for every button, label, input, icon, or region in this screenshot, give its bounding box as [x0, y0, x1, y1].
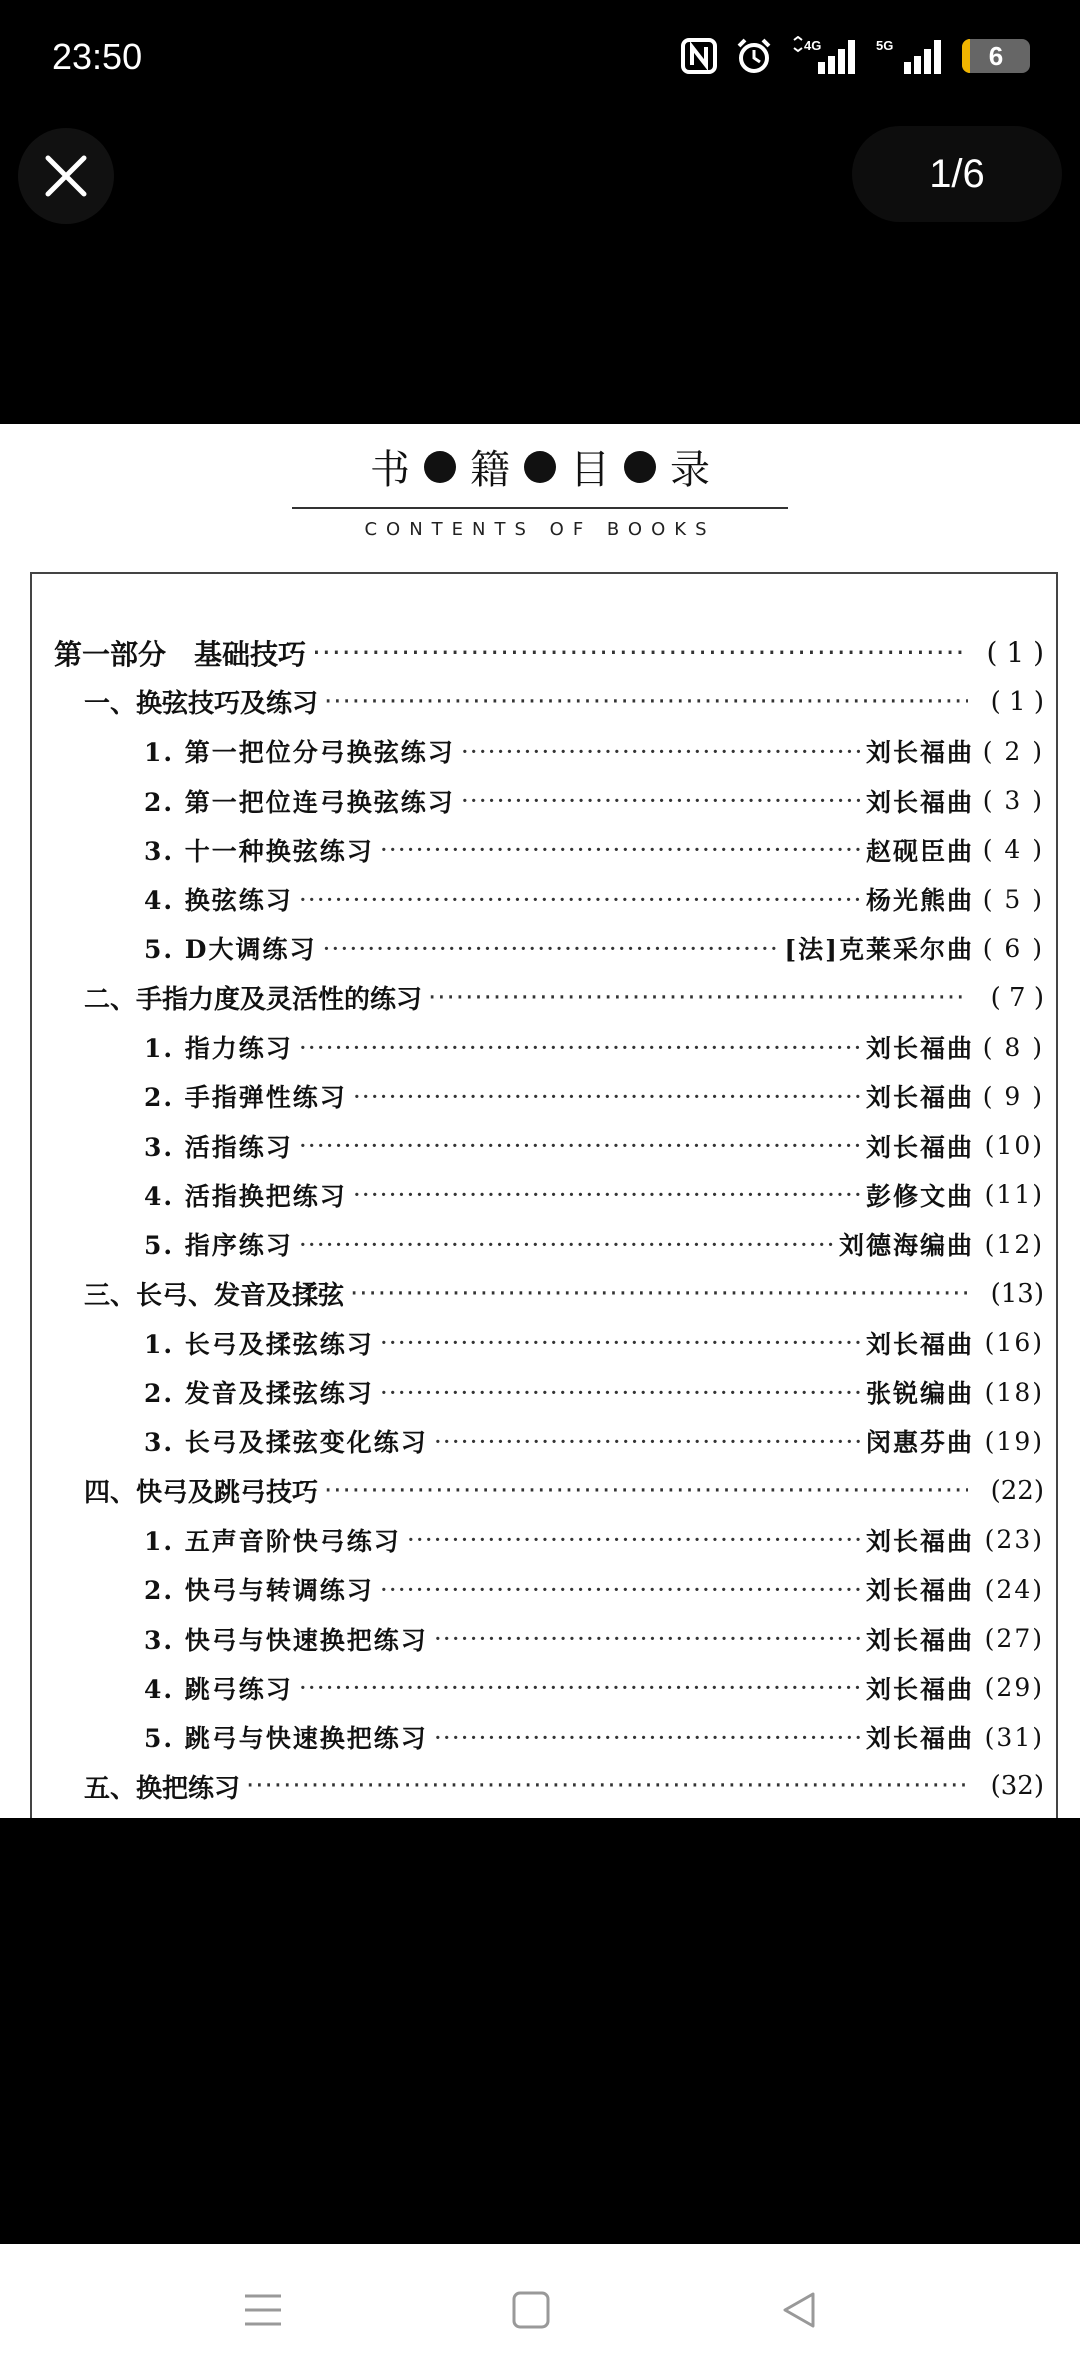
status-icons	[680, 36, 1030, 76]
close-button[interactable]	[18, 128, 114, 224]
toc-title: 二、手指力度及灵活性的练习	[84, 985, 423, 1016]
toc-entry	[54, 1220, 1044, 1269]
signal-5g-icon	[876, 36, 946, 76]
dot-leader	[434, 1723, 860, 1752]
toc-page: (16)	[984, 1328, 1044, 1358]
toc-entry	[54, 1762, 1044, 1811]
toc-author: 刘长福曲	[865, 1083, 974, 1113]
dot-leader	[299, 1673, 860, 1702]
toc-entry	[54, 973, 1044, 1022]
battery-icon	[962, 39, 1030, 73]
toc-author: 刘长福曲	[865, 1674, 974, 1704]
toc-entry	[54, 776, 1044, 825]
menu-icon	[241, 2290, 285, 2330]
toc-page: (13)	[990, 1278, 1044, 1309]
toc-page: (29)	[984, 1673, 1044, 1703]
toc-entry	[54, 1121, 1044, 1170]
toc-page: (31)	[984, 1722, 1044, 1752]
toc-author: 刘长福曲	[865, 1625, 974, 1655]
toc-author: 刘长福曲	[865, 1132, 974, 1162]
dot-leader	[324, 687, 968, 717]
note-dot-icon	[524, 451, 556, 483]
toc-title: 5. 指序练习	[144, 1231, 293, 1261]
dot-leader	[299, 1230, 833, 1259]
toc-title: 四、快弓及跳弓技巧	[84, 1478, 319, 1509]
dot-leader	[322, 934, 778, 963]
toc-author: 张锐编曲	[865, 1379, 974, 1409]
toc-page: (23)	[984, 1525, 1044, 1555]
menu-button[interactable]	[188, 2244, 338, 2376]
dot-leader	[350, 1279, 968, 1309]
toc-title: 2. 手指弹性练习	[144, 1083, 347, 1113]
close-icon	[44, 154, 88, 198]
toc-title: 3. 活指练习	[144, 1132, 293, 1162]
toc-entry	[54, 1713, 1044, 1762]
toc-entry	[54, 677, 1044, 726]
toc-title: 3. 长弓及揉弦变化练习	[144, 1428, 428, 1458]
toc-page: ( 9 )	[982, 1081, 1044, 1111]
title-char: 籍	[470, 447, 510, 493]
toc-entry	[54, 1170, 1044, 1219]
toc-title: 1. 指力练习	[144, 1034, 293, 1064]
title-underline	[292, 507, 788, 509]
toc-title: 三、长弓、发音及揉弦	[84, 1281, 345, 1311]
toc-page: ( 6 )	[982, 933, 1044, 963]
dot-leader	[380, 1575, 860, 1604]
dot-leader	[380, 1378, 860, 1407]
toc-title: 4. 换弦练习	[144, 886, 293, 916]
toc-title: 1. 第一把位分弓换弦练习	[144, 738, 455, 768]
toc-page: ( 8 )	[982, 1032, 1044, 1062]
toc-author: 闵惠芬曲	[865, 1428, 974, 1458]
dot-leader	[461, 786, 860, 815]
toc-entry	[54, 1072, 1044, 1121]
toc-entry	[54, 874, 1044, 923]
navigation-bar	[0, 2244, 1080, 2376]
toc-page: ( 2 )	[982, 736, 1044, 766]
alarm-icon	[734, 36, 774, 76]
dot-leader	[407, 1525, 860, 1554]
home-button[interactable]	[456, 2244, 606, 2376]
toc-author: 赵砚臣曲	[865, 836, 974, 866]
battery-level: 6	[988, 40, 1004, 71]
toc-author: 刘长福曲	[865, 738, 974, 768]
toc-title: 4. 跳弓练习	[144, 1674, 293, 1704]
toc-page: (12)	[984, 1229, 1044, 1259]
toc-title: 3. 快弓与快速换把练习	[144, 1625, 428, 1655]
toc-author: [法]克莱采尔曲	[784, 935, 974, 965]
toc-title: 2. 快弓与转调练习	[144, 1576, 374, 1606]
title-char: 目	[570, 447, 610, 493]
title-char: 书	[370, 447, 410, 493]
toc-author: 彭修文曲	[865, 1181, 974, 1211]
toc-page: (27)	[984, 1624, 1044, 1654]
page-counter: 1/6	[852, 126, 1062, 222]
toc-page: (22)	[990, 1475, 1044, 1506]
table-of-contents	[54, 628, 1044, 1811]
toc-title: 五、换把练习	[84, 1773, 241, 1804]
toc-author: 刘长福曲	[865, 1526, 974, 1556]
dot-leader	[353, 1180, 860, 1209]
toc-entry	[54, 727, 1044, 776]
toc-entry	[54, 1269, 1044, 1318]
toc-entry	[54, 628, 1044, 677]
dot-leader	[246, 1771, 968, 1801]
toc-page: ( 1 )	[990, 686, 1044, 717]
toc-title: 4. 活指换把练习	[144, 1181, 347, 1211]
dot-leader	[380, 835, 860, 864]
dot-leader	[299, 1131, 860, 1160]
back-triangle-icon	[779, 2290, 819, 2330]
back-button[interactable]	[724, 2244, 874, 2376]
toc-entry	[54, 1515, 1044, 1564]
book-subtitle: CONTENTS OF BOOKS	[364, 519, 716, 540]
toc-title: 第一部分 基础技巧	[54, 637, 307, 671]
toc-title: 一、换弦技巧及练习	[84, 689, 319, 720]
toc-page: (19)	[984, 1426, 1044, 1456]
toc-author: 刘长福曲	[865, 1034, 974, 1064]
toc-title: 5. D大调练习	[144, 935, 317, 965]
toc-entry	[54, 1663, 1044, 1712]
dot-leader	[434, 1624, 860, 1653]
toc-entry	[54, 1022, 1044, 1071]
note-dot-icon	[624, 451, 656, 483]
toc-entry	[54, 1565, 1044, 1614]
toc-entry	[54, 1318, 1044, 1367]
toc-author: 刘德海编曲	[838, 1231, 974, 1261]
toc-page: (18)	[984, 1377, 1044, 1407]
toc-author: 刘长福曲	[865, 1576, 974, 1606]
nfc-icon	[680, 37, 718, 75]
toc-page: (10)	[984, 1131, 1044, 1161]
dot-leader	[461, 737, 860, 766]
toc-entry	[54, 1417, 1044, 1466]
toc-author: 杨光熊曲	[865, 886, 974, 916]
dot-leader	[299, 1033, 860, 1062]
toc-title: 3. 十一种换弦练习	[144, 836, 374, 866]
toc-author: 刘长福曲	[865, 1329, 974, 1359]
toc-entry	[54, 825, 1044, 874]
toc-frame	[30, 572, 1058, 1818]
toc-entry	[54, 1367, 1044, 1416]
home-square-icon	[511, 2290, 551, 2330]
signal-4g-icon	[790, 36, 860, 76]
toc-author: 刘长福曲	[865, 1724, 974, 1754]
toc-title: 1. 长弓及揉弦练习	[144, 1329, 374, 1359]
dot-leader	[380, 1328, 860, 1357]
status-bar	[0, 0, 1080, 120]
dot-leader	[324, 1476, 968, 1506]
toc-page: (11)	[984, 1180, 1044, 1210]
dot-leader	[428, 983, 968, 1013]
toc-entry	[54, 1614, 1044, 1663]
toc-title: 2. 发音及揉弦练习	[144, 1379, 374, 1409]
dot-leader	[312, 636, 968, 669]
dot-leader	[353, 1082, 860, 1111]
toc-page: ( 3 )	[982, 786, 1044, 816]
toc-title: 5. 跳弓与快速换把练习	[144, 1724, 428, 1754]
dot-leader	[299, 885, 860, 914]
dot-leader	[434, 1427, 860, 1456]
book-header	[0, 438, 1080, 540]
book-title	[0, 438, 1080, 495]
title-char: 录	[670, 447, 710, 493]
toc-page: ( 7 )	[990, 982, 1044, 1013]
network-5g-label: 5G	[876, 38, 894, 53]
toc-author: 刘长福曲	[865, 787, 974, 817]
toc-title: 2. 第一把位连弓换弦练习	[144, 787, 455, 817]
toc-page: ( 4 )	[982, 835, 1044, 865]
toc-page: (24)	[984, 1574, 1044, 1604]
network-4g-label: 4G	[804, 38, 822, 53]
toc-page: ( 5 )	[982, 884, 1044, 914]
toc-entry	[54, 1466, 1044, 1515]
toc-title: 1. 五声音阶快弓练习	[144, 1526, 401, 1556]
note-dot-icon	[424, 451, 456, 483]
document-page[interactable]	[0, 424, 1080, 1818]
toc-page: (32)	[990, 1771, 1044, 1802]
status-time: 23:50	[52, 36, 143, 77]
toc-page: ( 1 )	[986, 636, 1044, 670]
toc-entry	[54, 924, 1044, 973]
